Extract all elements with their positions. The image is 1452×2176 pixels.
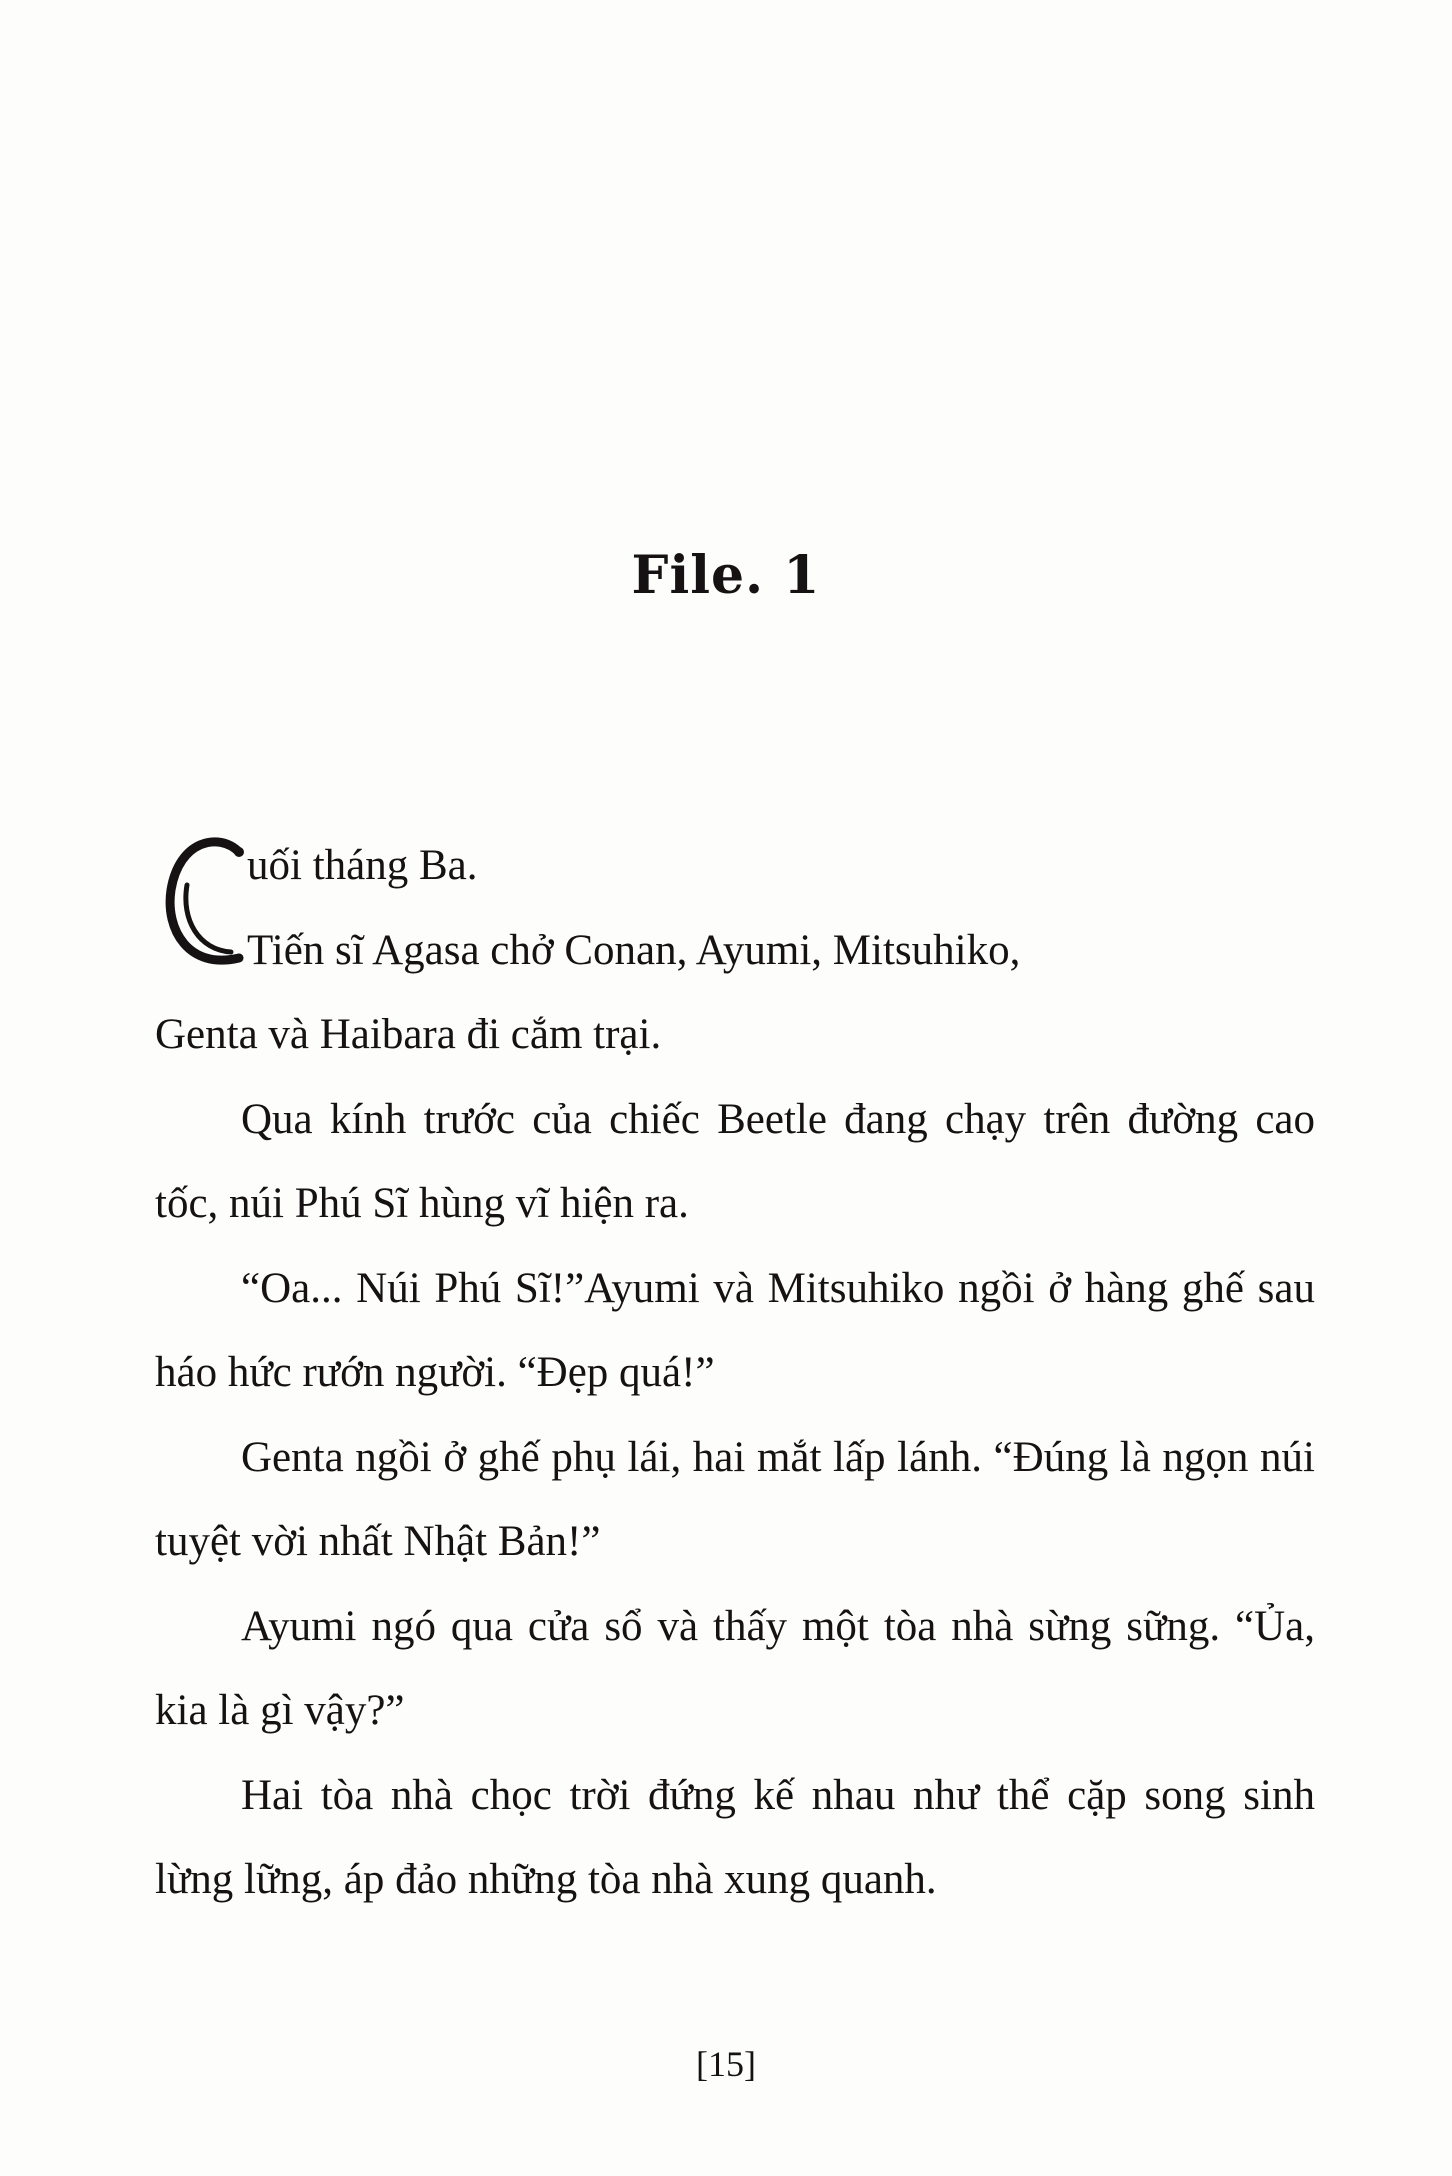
paragraph: Genta ngồi ở ghế phụ lái, hai mắt lấp lánh. “Đúng là ngọn núi tuyệt vời nhất Nhật Bản!”: [155, 1433, 1315, 1565]
paragraph-line: Tiến sĩ Agasa chở Conan, Ayumi, Mitsuhiko,: [247, 926, 1021, 974]
paragraph: “Oa... Núi Phú Sĩ!”Ayumi và Mitsuhiko ngồi ở hàng ghế sau háo hức rướn người. “Đẹp quá!”: [155, 1264, 1315, 1396]
paragraph: Qua kính trước của chiếc Beetle đang chạy trên đường cao tốc, núi Phú Sĩ hùng vĩ hiện ra.: [155, 1095, 1315, 1227]
body-text: [155, 824, 1315, 1923]
paragraph: Ayumi ngó qua cửa sổ và thấy một tòa nhà sừng sững. “Ủa, kia là gì vậy?”: [155, 1602, 1315, 1734]
page-number: [15]: [696, 2044, 756, 2084]
paragraph-line: uối tháng Ba.: [247, 842, 478, 889]
chapter-title: File. 1: [631, 544, 821, 606]
opening-paragraph: [155, 824, 1315, 993]
paragraph: Hai tòa nhà chọc trời đứng kế nhau như thể cặp song sinh lừng lững, áp đảo những tòa nhà xung quanh.: [155, 1771, 1315, 1903]
paragraph-line: Genta và Haibara đi cắm trại.: [155, 1011, 662, 1058]
drop-cap-c-icon: [159, 830, 247, 990]
